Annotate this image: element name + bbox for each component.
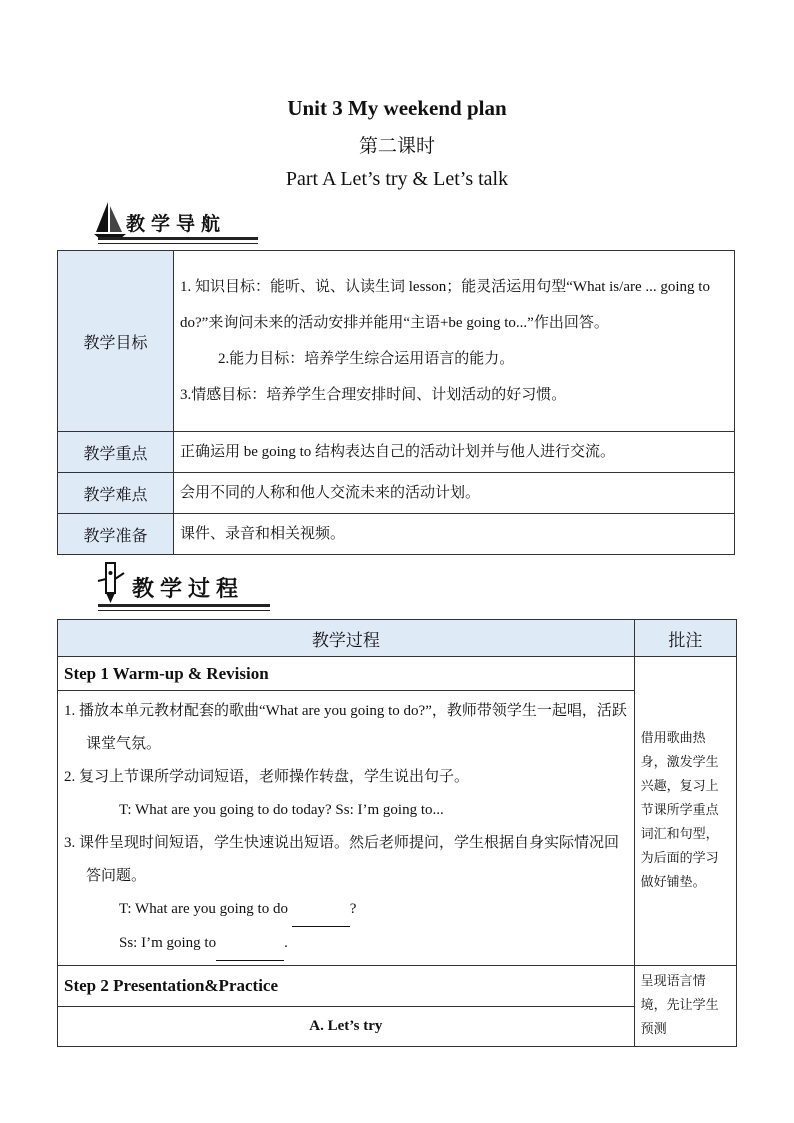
step1-item3: 3. 课件呈现时间短语，学生快速说出短语。然后老师提问，学生根据自身实际情况回答问题。 xyxy=(64,835,620,884)
row-label: 教学重点 xyxy=(58,432,174,473)
table-row xyxy=(58,432,735,473)
dialog-line: T: What are you going to do today? Ss: I’m going to... xyxy=(119,802,444,818)
sailboat-icon xyxy=(92,198,128,242)
banner-underline-thin xyxy=(98,243,258,244)
emotion-goal: 3.情感目标：培养学生合理安排时间、计划活动的好习惯。 xyxy=(180,387,567,403)
difficulty-cell: 会用不同的人称和他人交流未来的活动计划。 xyxy=(174,473,735,514)
step2-note: 呈现语言情境，先让学生预测 xyxy=(634,966,736,1047)
banner-title: 教学过程 xyxy=(132,577,245,602)
knowledge-goal: 1. 知识目标：能听、说、认读生词 lesson；能灵活运用句型“What is/are ... going to do?”来询问未来的活动安排并能用“主语+be going to...”作出回答。 xyxy=(180,279,710,331)
step2-subtitle: A. Let’s try xyxy=(58,1007,635,1047)
table-row xyxy=(58,657,737,691)
lesson-number: 第二课时 xyxy=(358,136,435,157)
step1-note: 借用歌曲热身，激发学生兴趣，复习上节课所学重点词汇和句型，为后面的学习做好铺垫。 xyxy=(634,657,736,966)
row-label: 教学难点 xyxy=(58,473,174,514)
banner-underline xyxy=(98,237,258,240)
table-row xyxy=(58,514,735,555)
notes-header: 批注 xyxy=(634,620,736,657)
teaching-guide-banner xyxy=(92,196,258,244)
row-label: 教学目标 xyxy=(58,251,174,432)
answer-blank xyxy=(292,893,350,927)
dialog-text: T: What are you going to do xyxy=(119,901,292,917)
dialog-text: Ss: I’m going to xyxy=(119,935,217,951)
step1-item1: 1. 播放本单元教材配套的歌曲“What are you going to do?”，教师带领学生一起唱，活跃课堂气氛。 xyxy=(64,703,627,752)
pencil-figure-icon xyxy=(92,559,130,609)
process-header: 教学过程 xyxy=(58,620,635,657)
document-title: Unit 3 My weekend plan xyxy=(287,96,507,120)
banner-underline-thin xyxy=(98,610,270,611)
step2-title: Step 2 Presentation&Practice xyxy=(58,966,635,1007)
key-points-cell: 正确运用 be going to 结构表达自己的活动计划并与他人进行交流。 xyxy=(174,432,735,473)
preparation-cell: 课件、录音和相关视频。 xyxy=(174,514,735,555)
table-row xyxy=(58,473,735,514)
teaching-process-table xyxy=(57,619,737,1047)
banner-underline xyxy=(98,604,270,607)
step1-item2: 2. 复习上节课所学动词短语，老师操作转盘，学生说出句子。 xyxy=(64,769,470,785)
lesson-part: Part A Let’s try & Let’s talk xyxy=(285,168,509,190)
teaching-goals-table xyxy=(57,250,735,555)
goals-cell xyxy=(174,251,735,432)
table-header-row xyxy=(58,620,737,657)
table-row xyxy=(58,966,737,1007)
dialog-text: . xyxy=(284,935,288,951)
table-row xyxy=(58,251,735,432)
row-label: 教学准备 xyxy=(58,514,174,555)
dialog-line xyxy=(64,893,628,927)
step1-title: Step 1 Warm-up & Revision xyxy=(58,657,635,691)
step1-content xyxy=(58,691,635,966)
ability-goal: 2.能力目标：培养学生综合运用语言的能力。 xyxy=(218,351,515,367)
dialog-line xyxy=(64,927,628,961)
dialog-text: ? xyxy=(349,901,357,917)
banner-title: 教学导航 xyxy=(126,213,227,235)
teaching-process-banner xyxy=(92,563,270,611)
answer-blank xyxy=(216,927,284,961)
